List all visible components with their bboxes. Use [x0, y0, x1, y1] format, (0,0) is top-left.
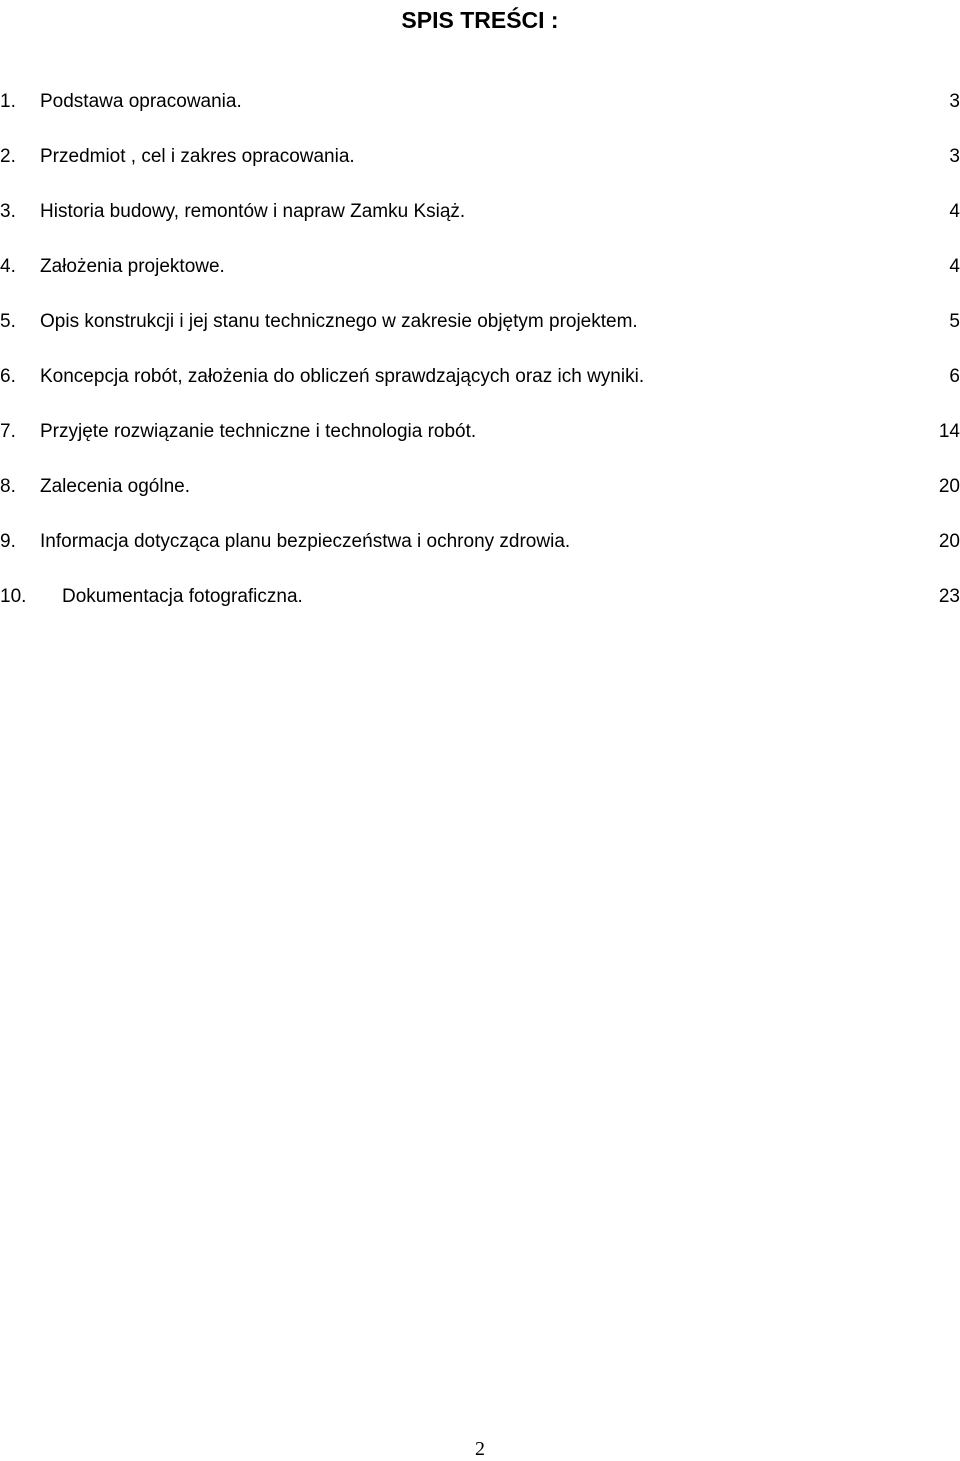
toc-entry-page: 4 — [949, 256, 960, 277]
toc-entry[interactable] — [0, 583, 960, 638]
toc-entry-number: 6. — [0, 366, 16, 387]
toc-entry-title: Historia budowy, remontów i napraw Zamku Książ. — [40, 201, 466, 222]
toc-entry[interactable] — [0, 528, 960, 583]
toc-entry[interactable] — [0, 363, 960, 418]
toc-entry[interactable] — [0, 253, 960, 308]
toc-entry-page: 3 — [949, 91, 960, 112]
table-of-contents — [0, 88, 960, 638]
toc-entry[interactable] — [0, 418, 960, 473]
toc-entry-number: 9. — [0, 531, 16, 552]
toc-entry-page: 3 — [949, 146, 960, 167]
toc-entry-number: 7. — [0, 421, 16, 442]
toc-entry-number: 10. — [0, 586, 27, 607]
page-title: SPIS TREŚCI : — [401, 7, 559, 33]
toc-entry[interactable] — [0, 198, 960, 253]
toc-entry-title: Podstawa opracowania. — [40, 91, 242, 112]
toc-entry-title: Przedmiot , cel i zakres opracowania. — [40, 146, 355, 167]
toc-entry-title: Opis konstrukcji i jej stanu technicznego w zakresie objętym projektem. — [40, 311, 638, 332]
toc-entry-page: 5 — [949, 311, 960, 332]
toc-entry-page: 20 — [938, 476, 960, 497]
toc-entry-page: 4 — [949, 201, 960, 222]
toc-entry-title: Przyjęte rozwiązanie techniczne i technologia robót. — [40, 421, 477, 442]
toc-entry[interactable] — [0, 473, 960, 528]
toc-entry-number: 3. — [0, 201, 16, 222]
toc-entry-page: 14 — [938, 421, 960, 442]
toc-entry-title: Koncepcja robót, założenia do obliczeń sprawdzających oraz ich wyniki. — [40, 366, 645, 387]
toc-entry[interactable] — [0, 88, 960, 143]
toc-entry-title: Zalecenia ogólne. — [40, 476, 190, 497]
toc-entry-number: 2. — [0, 146, 16, 167]
toc-entry-title: Założenia projektowe. — [40, 256, 225, 277]
toc-entry-page: 6 — [949, 366, 960, 387]
toc-entry-number: 5. — [0, 311, 16, 332]
toc-entry-title: Informacja dotycząca planu bezpieczeństwa i ochrony zdrowia. — [40, 531, 571, 552]
toc-entry-page: 20 — [938, 531, 960, 552]
toc-entry-number: 1. — [0, 91, 16, 112]
toc-entry-number: 4. — [0, 256, 16, 277]
toc-entry[interactable] — [0, 308, 960, 363]
page-number: 2 — [475, 1438, 485, 1460]
toc-entry-number: 8. — [0, 476, 16, 497]
toc-entry-page: 23 — [938, 586, 960, 607]
toc-entry[interactable] — [0, 143, 960, 198]
toc-entry-title: Dokumentacja fotograficzna. — [62, 586, 303, 607]
